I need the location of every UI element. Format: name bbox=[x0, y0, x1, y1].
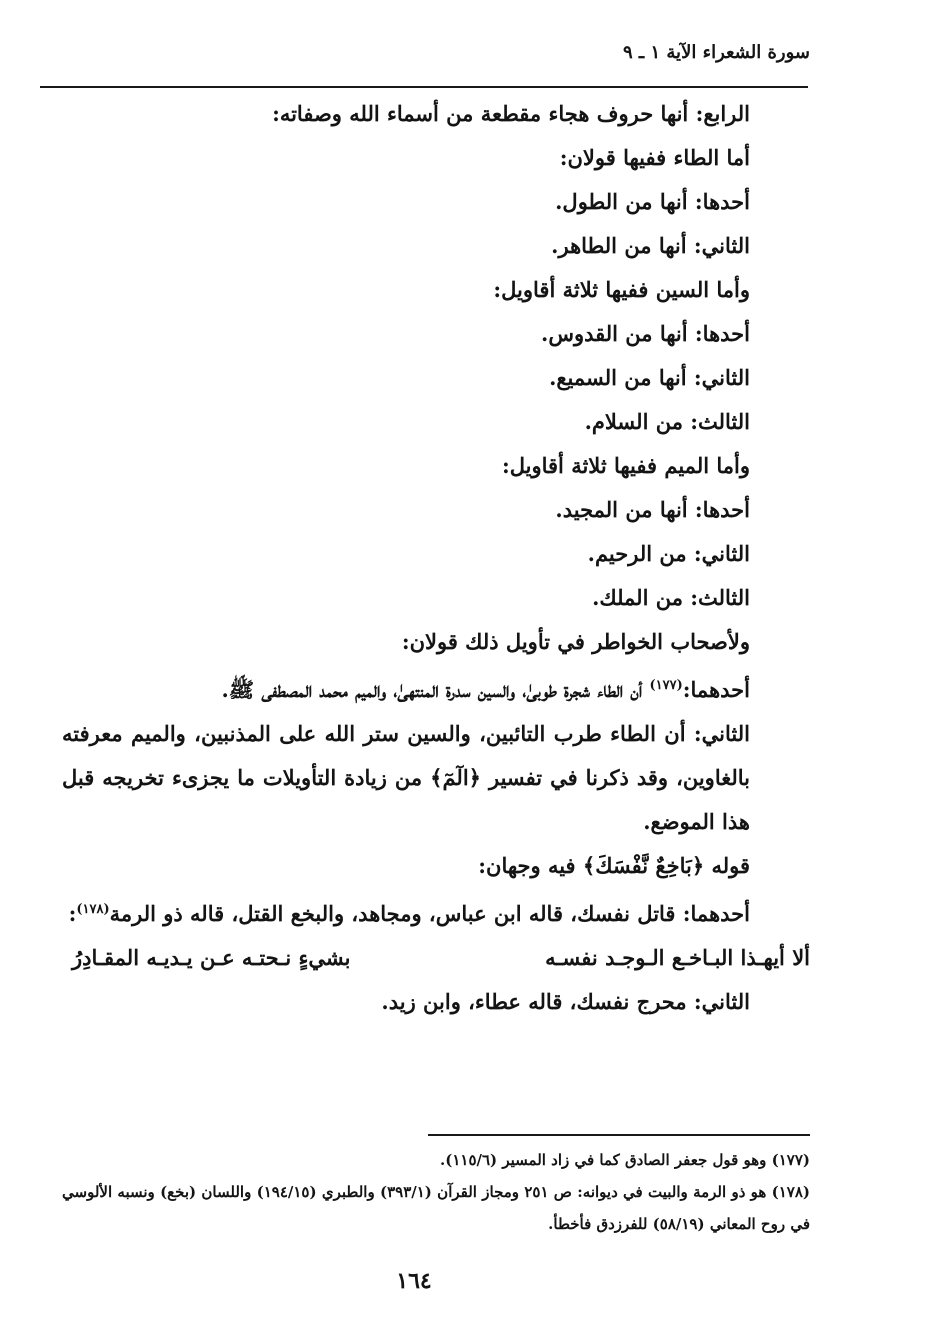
quran-quote: ﴿بَاخِعٌ نَّفْسَكَ﴾ bbox=[582, 853, 705, 878]
text-line: الثاني: من الرحيم. bbox=[587, 541, 750, 566]
paragraph-text: من زيادة التأويلات ما يجزىء تخريجه قبل هذا الموضع. bbox=[62, 765, 750, 834]
footnote-177: (١٧٧) وهو قول جعفر الصادق كما في زاد المسير (١١٥/٦). bbox=[440, 1151, 810, 1169]
text-line: الثالث: من الملك. bbox=[592, 585, 750, 610]
text-run: قوله bbox=[704, 853, 750, 878]
footnotes bbox=[62, 1144, 810, 1240]
footnote-178: (١٧٨) هو ذو الرمة والبيت في ديوانه: ص ٢٥١ ومجاز القرآن (٣٩٣/١) والطبري (١٩٤/١٥) واللسان (بخع) ونسبه الألوسي في روح المعاني (٥٨/١٩) للفرزدق فأخطأ. bbox=[62, 1183, 810, 1233]
main-text bbox=[62, 92, 810, 1024]
text-line: الثاني: محرج نفسك، قاله عطاء، وابن زيد. bbox=[381, 989, 750, 1014]
text-line: ولأصحاب الخواطر في تأويل ذلك قولان: bbox=[401, 629, 750, 654]
paragraph-text: : bbox=[68, 901, 77, 926]
paragraph-first-meaning bbox=[62, 888, 810, 936]
page-number: ١٦٤ bbox=[396, 1268, 432, 1294]
poetry-verse bbox=[62, 936, 810, 980]
running-header-title: سورة الشعراء الآية ١ ـ ٩ bbox=[622, 42, 810, 63]
text-line: الرابع: أنها حروف هجاء مقطعة من أسماء الله وصفاته: bbox=[272, 101, 750, 126]
paragraph-text: أن الطاء شجرة طوبىٰ، والسين سدرة المنتهىٰ، والميم محمد المصطفى ﷺ. bbox=[221, 677, 650, 702]
text-line: أحدها: أنها من المجيد. bbox=[555, 497, 750, 522]
text-line: الثاني: أنها من السميع. bbox=[549, 365, 750, 390]
text-run: فيه وجهان: bbox=[478, 853, 583, 878]
paragraph-first-opinion bbox=[62, 664, 810, 712]
text-line: الثالث: من السلام. bbox=[584, 409, 750, 434]
text-line: أما الطاء ففيها قولان: bbox=[559, 145, 750, 170]
footnote-ref-178[interactable]: (١٧٨) bbox=[76, 902, 110, 917]
text-line: أحدها: أنها من القدوس. bbox=[541, 321, 750, 346]
paragraph-lead: أحدهما: bbox=[682, 677, 750, 702]
verse-commentary-line bbox=[62, 844, 810, 888]
quran-quote: ﴿الٓمٓ﴾ bbox=[430, 765, 481, 790]
footnote-ref-177[interactable]: (١٧٧) bbox=[649, 678, 683, 693]
text-line: الثاني: أنها من الطاهر. bbox=[551, 233, 750, 258]
text-line: أحدها: أنها من الطول. bbox=[555, 189, 750, 214]
header-rule bbox=[40, 86, 808, 88]
text-line: وأما السين ففيها ثلاثة أقاويل: bbox=[493, 277, 750, 302]
paragraph-second-opinion bbox=[62, 712, 810, 844]
paragraph-text: الثاني: أن الطاء طرب التائبين، والسين ستر الله على المذنبين، والميم معرفته بالغاوين، وقد ذكرنا في تفسير bbox=[62, 721, 750, 790]
verse-second-hemistich: بشيءٍ نـحتـه عـن يـديـه المقـادِرُ bbox=[72, 945, 351, 970]
text-line: وأما الميم ففيها ثلاثة أقاويل: bbox=[501, 453, 750, 478]
footnote-rule bbox=[428, 1134, 810, 1136]
verse-first-hemistich: ألا أيهـذا البـاخـع الـوجـد نفسـه bbox=[545, 945, 810, 970]
paragraph-text: أحدهما: قاتل نفسك، قاله ابن عباس، ومجاهد، والبخع القتل، قاله ذو الرمة bbox=[109, 901, 750, 926]
